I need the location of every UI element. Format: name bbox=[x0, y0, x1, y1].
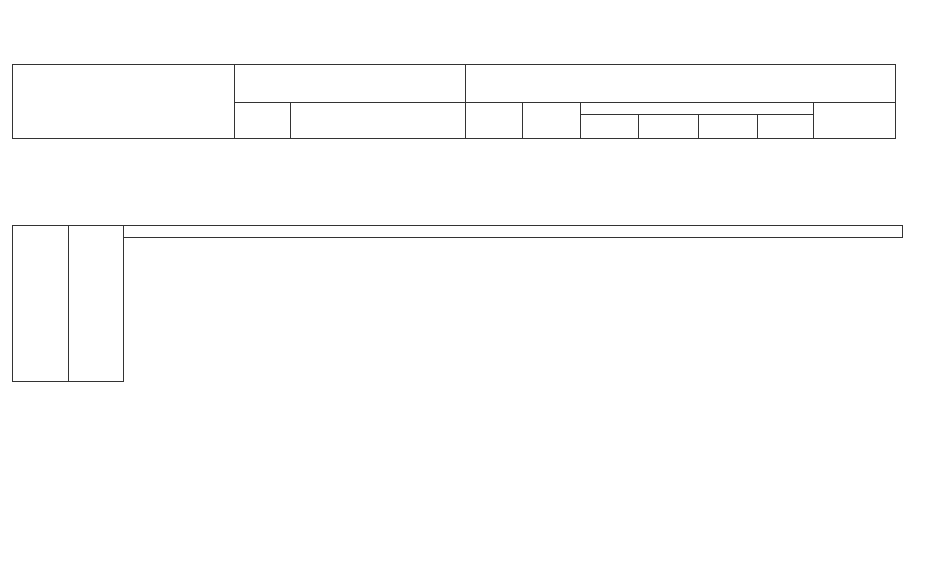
t1-header-name bbox=[13, 65, 235, 139]
t2-column-numbers bbox=[13, 382, 903, 395]
table2-results bbox=[12, 225, 903, 395]
t1-header-group-b bbox=[466, 65, 896, 103]
t1-header-3-4 bbox=[758, 115, 814, 139]
t1-header-3-3 bbox=[699, 115, 758, 139]
t1-header-3-1 bbox=[581, 115, 639, 139]
t1-header-class3 bbox=[581, 103, 814, 115]
t2-header-classes-group bbox=[124, 226, 903, 238]
t2-header-id bbox=[13, 226, 69, 382]
t1-header-group-a bbox=[235, 65, 466, 103]
t2-header-profession bbox=[68, 226, 124, 382]
t1-column-numbers bbox=[13, 139, 896, 151]
t1-header-class1 bbox=[466, 103, 523, 139]
organization-line bbox=[22, 42, 26, 57]
table1-summary bbox=[12, 64, 896, 151]
footer-date-line bbox=[26, 528, 30, 543]
t1-header-total bbox=[235, 103, 291, 139]
t1-header-3-2 bbox=[639, 115, 699, 139]
t1-header-class4 bbox=[814, 103, 896, 139]
t1-header-assessed bbox=[291, 103, 466, 139]
t1-header-class2 bbox=[523, 103, 581, 139]
